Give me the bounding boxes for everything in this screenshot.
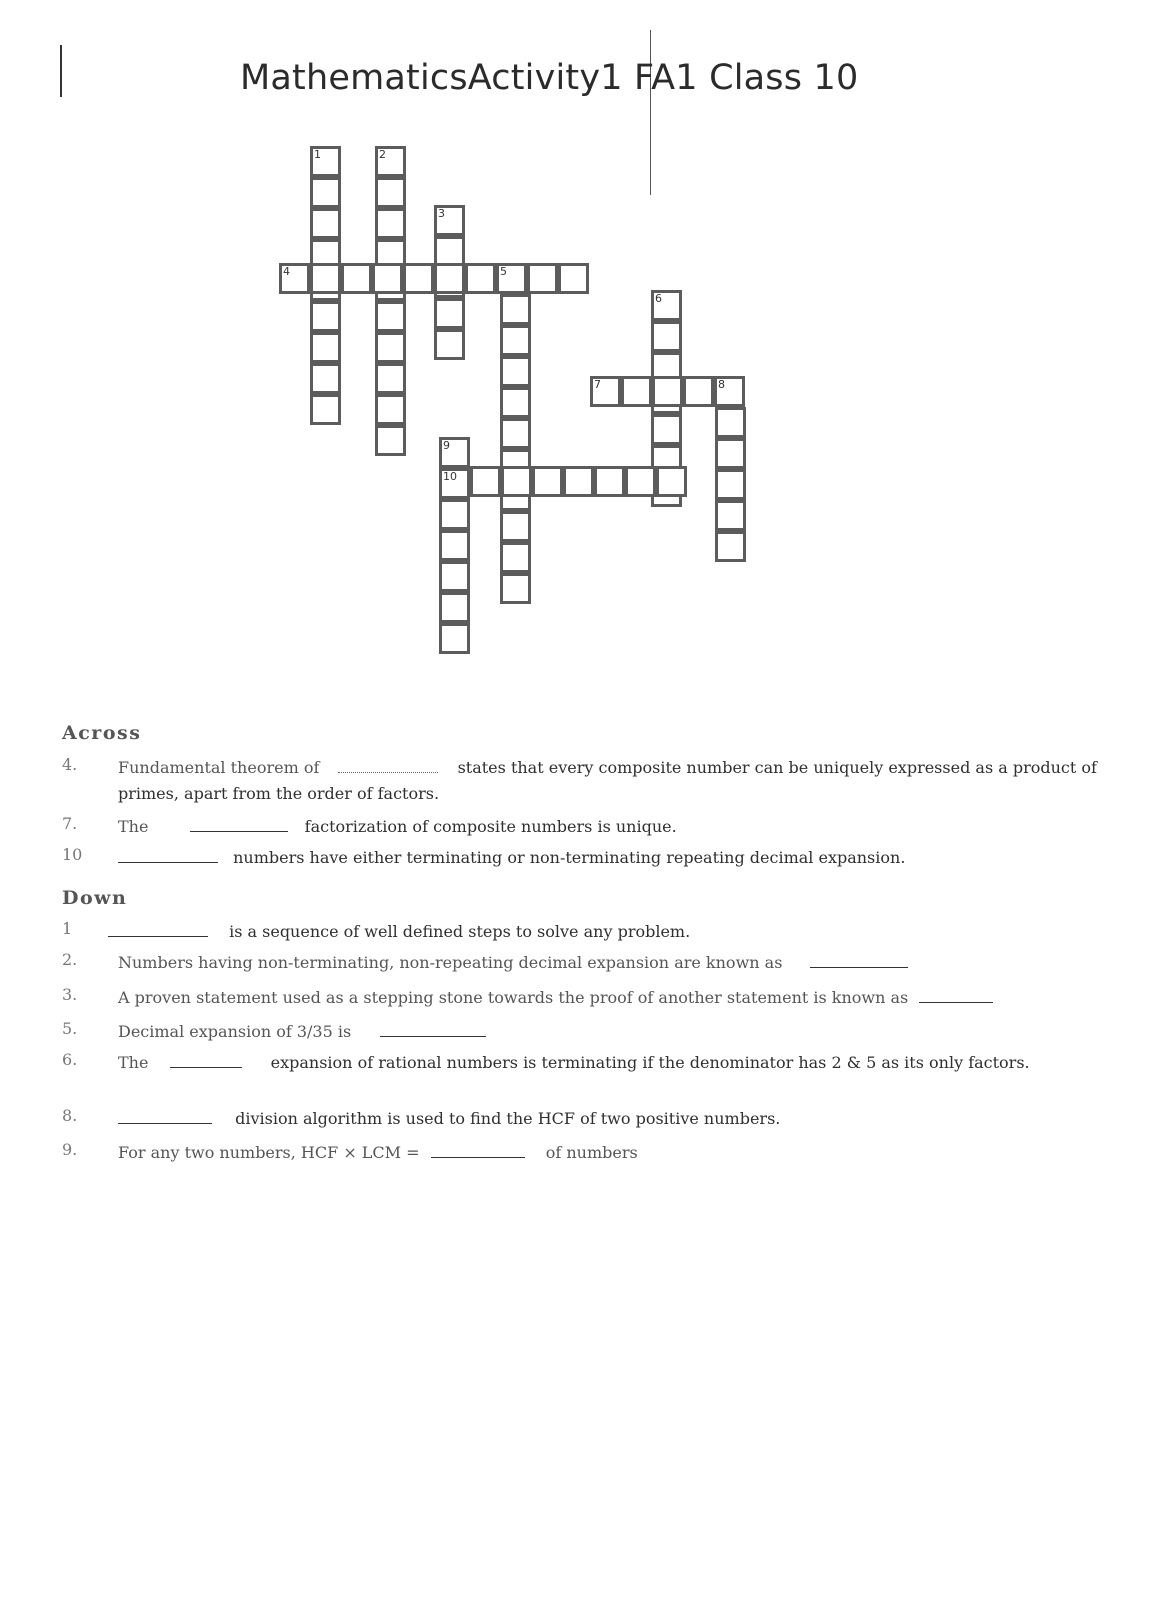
crossword-cell[interactable]	[500, 542, 531, 573]
crossword-cell[interactable]	[500, 294, 531, 325]
crossword-cell[interactable]	[310, 208, 341, 239]
clue-text-before: Fundamental theorem of	[118, 758, 320, 777]
clue-text-before: The	[118, 817, 149, 836]
clue-text-after: factorization of composite numbers is unique.	[304, 817, 677, 836]
clue-number-label: 9	[443, 439, 450, 452]
crossword-cell[interactable]	[500, 511, 531, 542]
page-title: MathematicsActivity1 FA1 Class 10	[240, 58, 859, 98]
crossword-cell[interactable]	[465, 263, 496, 294]
clue-text-before: For any two numbers, HCF × LCM =	[118, 1143, 420, 1162]
across-clue-7	[62, 814, 1122, 842]
crossword-cell[interactable]	[439, 592, 470, 623]
crossword-cell[interactable]	[310, 301, 341, 332]
answer-blank[interactable]	[118, 846, 218, 863]
clue-text-after: states that every composite number can be uniquely expressed as a product of primes, apart from the order of factors.	[118, 758, 1097, 803]
crossword-cell[interactable]	[715, 469, 746, 500]
crossword-cell[interactable]	[714, 376, 745, 407]
across-clue-10	[62, 845, 1122, 873]
crossword-cell[interactable]	[375, 363, 406, 394]
crossword-cell[interactable]	[439, 530, 470, 561]
down-clue-3	[62, 985, 1122, 1013]
answer-blank[interactable]	[338, 756, 438, 773]
crossword-cell[interactable]	[439, 623, 470, 654]
answer-blank[interactable]	[190, 815, 288, 832]
clue-text-after: of numbers	[545, 1143, 638, 1162]
answer-blank[interactable]	[919, 986, 993, 1003]
down-clue-8	[62, 1106, 1122, 1134]
crossword-cell[interactable]	[434, 298, 465, 329]
crossword-cell[interactable]	[434, 329, 465, 360]
crossword-cell[interactable]	[532, 466, 563, 497]
clue-number-label: 6	[655, 292, 662, 305]
crossword-cell[interactable]	[652, 376, 683, 407]
clue-text-after: is a sequence of well defined steps to solve any problem.	[229, 922, 691, 941]
crossword-cell[interactable]	[590, 376, 621, 407]
clue-text-before: The	[118, 1053, 149, 1072]
crossword-cell[interactable]	[375, 146, 406, 177]
crossword-cell[interactable]	[341, 263, 372, 294]
crossword-cell[interactable]	[500, 356, 531, 387]
answer-blank[interactable]	[170, 1051, 242, 1068]
clue-number-label: 7	[594, 378, 601, 391]
crossword-cell[interactable]	[372, 263, 403, 294]
clue-number-label: 8	[718, 378, 725, 391]
crossword-cell[interactable]	[558, 263, 589, 294]
crossword-cell[interactable]	[439, 468, 470, 499]
crossword-cell[interactable]	[434, 205, 465, 236]
across-clue-4	[62, 755, 1122, 809]
crossword-cell[interactable]	[715, 407, 746, 438]
crossword-cell[interactable]	[683, 376, 714, 407]
crossword-cell[interactable]	[715, 500, 746, 531]
crossword-cell[interactable]	[310, 363, 341, 394]
clue-number-label: 3	[438, 207, 445, 220]
crossword-cell[interactable]	[375, 394, 406, 425]
crossword-cell[interactable]	[439, 437, 470, 468]
crossword-cell[interactable]	[310, 263, 341, 294]
crossword-cell[interactable]	[621, 376, 652, 407]
crossword-cell[interactable]	[625, 466, 656, 497]
crossword-cell[interactable]	[375, 177, 406, 208]
clue-number-label: 4	[283, 265, 290, 278]
clue-text-before: A proven statement used as a stepping stone towards the proof of another statement is known as	[118, 988, 909, 1007]
crossword-cell[interactable]	[501, 466, 532, 497]
clue-number: 10	[62, 845, 83, 864]
crossword-cell[interactable]	[310, 332, 341, 363]
crossword-cell[interactable]	[434, 263, 465, 294]
crossword-cell[interactable]	[375, 332, 406, 363]
crossword-grid	[0, 0, 1162, 700]
crossword-cell[interactable]	[310, 177, 341, 208]
clue-number-label: 1	[314, 148, 321, 161]
clue-text-after: numbers have either terminating or non-terminating repeating decimal expansion.	[233, 848, 906, 867]
clue-number: 3.	[62, 985, 78, 1004]
crossword-cell[interactable]	[403, 263, 434, 294]
clue-number: 5.	[62, 1019, 78, 1038]
crossword-cell[interactable]	[310, 394, 341, 425]
clue-number: 1	[62, 919, 73, 938]
answer-blank[interactable]	[431, 1141, 525, 1158]
crossword-cell[interactable]	[496, 263, 527, 294]
crossword-cell[interactable]	[563, 466, 594, 497]
crossword-cell[interactable]	[651, 321, 682, 352]
crossword-cell[interactable]	[439, 499, 470, 530]
clue-number: 2.	[62, 950, 78, 969]
clue-number: 6.	[62, 1050, 78, 1069]
clue-text-before: Decimal expansion of 3/35 is	[118, 1022, 352, 1041]
clue-number: 8.	[62, 1106, 78, 1125]
down-heading: Down	[62, 887, 128, 909]
crossword-cell[interactable]	[715, 531, 746, 562]
clue-number: 7.	[62, 814, 78, 833]
crossword-cell[interactable]	[500, 325, 531, 356]
clue-number: 4.	[62, 755, 78, 774]
down-clue-1	[62, 919, 1122, 947]
crossword-cell[interactable]	[527, 263, 558, 294]
crossword-cell[interactable]	[594, 466, 625, 497]
clue-number-label: 2	[379, 148, 386, 161]
clue-text-after: division algorithm is used to find the HCF of two positive numbers.	[235, 1109, 781, 1128]
crossword-cell[interactable]	[375, 301, 406, 332]
down-clue-9	[62, 1140, 1122, 1168]
answer-blank[interactable]	[810, 951, 908, 968]
answer-blank[interactable]	[108, 920, 208, 937]
clue-number: 9.	[62, 1140, 78, 1159]
clue-number-label: 5	[500, 265, 507, 278]
crossword-cell[interactable]	[500, 387, 531, 418]
clue-text-after: expansion of rational numbers is terminating if the denominator has 2 & 5 as its only factors.	[270, 1053, 1030, 1072]
crossword-cell[interactable]	[656, 466, 687, 497]
crossword-cell[interactable]	[500, 573, 531, 604]
down-clue-6	[62, 1050, 1122, 1104]
crossword-cell[interactable]	[375, 208, 406, 239]
down-clue-5	[62, 1019, 1122, 1047]
crossword-cell[interactable]	[310, 146, 341, 177]
crossword-cell[interactable]	[715, 438, 746, 469]
crossword-cell[interactable]	[651, 290, 682, 321]
crossword-cell[interactable]	[651, 414, 682, 445]
crossword-cell[interactable]	[470, 466, 501, 497]
across-heading: Across	[62, 722, 142, 744]
down-clue-2	[62, 950, 1122, 978]
answer-blank[interactable]	[118, 1107, 212, 1124]
crossword-cell[interactable]	[375, 425, 406, 456]
crossword-cell[interactable]	[279, 263, 310, 294]
crossword-cell[interactable]	[500, 418, 531, 449]
answer-blank[interactable]	[380, 1020, 486, 1037]
clue-number-label: 10	[443, 470, 457, 483]
crossword-cell[interactable]	[439, 561, 470, 592]
clue-text-before: Numbers having non-terminating, non-repeating decimal expansion are known as	[118, 953, 783, 972]
